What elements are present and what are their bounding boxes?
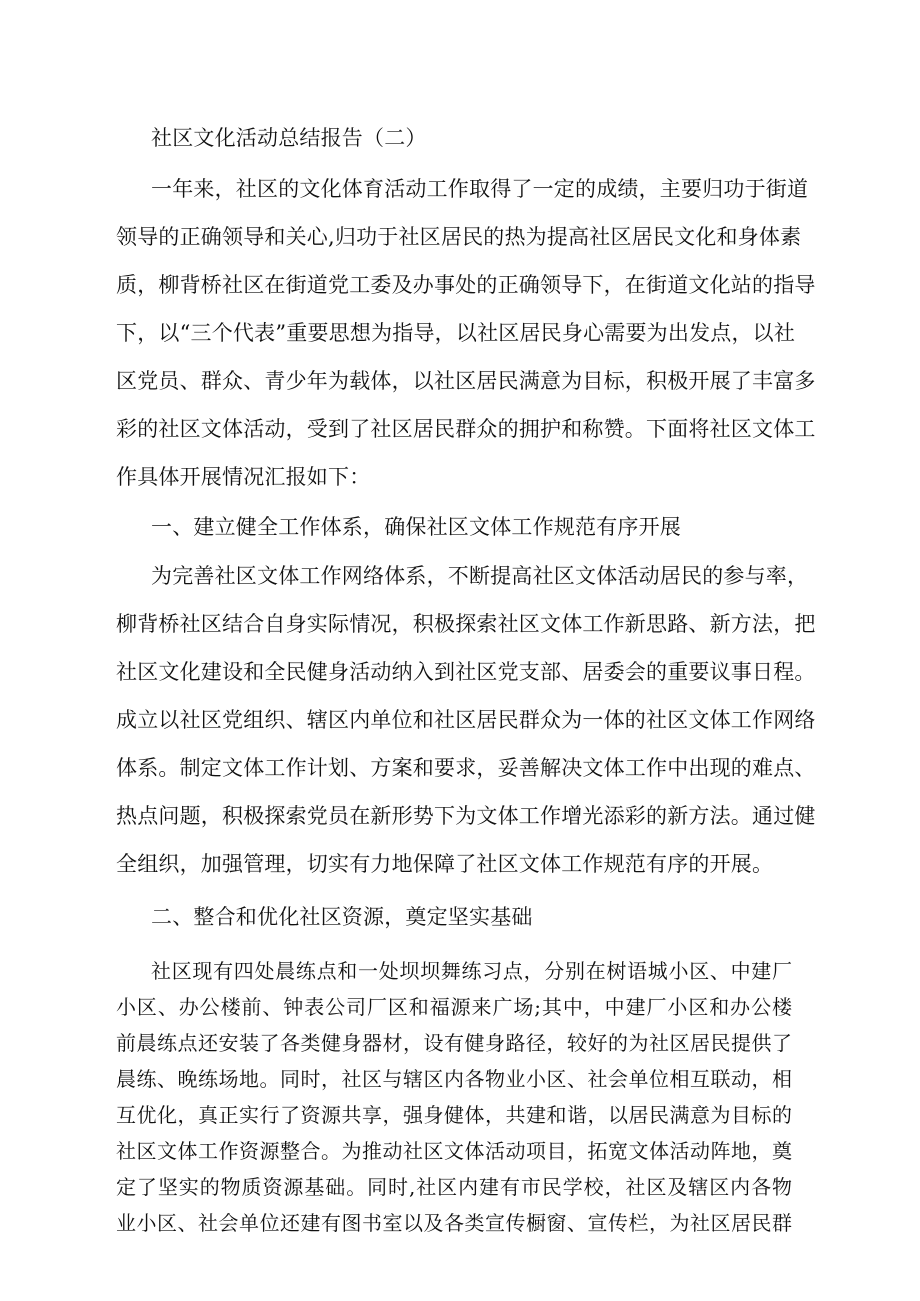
paragraph-line: 下，以“三个代表”重要思想为指导，以社区居民身心需要为出发点，以社 (116, 321, 796, 345)
paragraph-line: 定了坚实的物质资源基础。同时,社区内建有市民学校，社区及辖区内各物 (116, 1175, 792, 1199)
paragraph-line: 互优化，真正实行了资源共享，强身健体，共建和谐，以居民满意为目标的 (116, 1103, 792, 1127)
paragraph-line: 一年来，社区的文化体育活动工作取得了一定的成绩，主要归功于街道 (151, 177, 809, 201)
paragraph-line: 区党员、群众、青少年为载体，以社区居民满意为目标，积极开展了丰富多 (116, 369, 816, 393)
paragraph-line: 柳背桥社区结合自身实际情况，积极探索社区文体工作新思路、新方法，把 (116, 612, 816, 636)
paragraph-line: 晨练、晚练场地。同时，社区与辖区内各物业小区、社会单位相互联动，相 (116, 1067, 792, 1091)
paragraph-line: 前晨练点还安装了各类健身器材，设有健身路径，较好的为社区居民提供了 (116, 1031, 792, 1055)
paragraph-line: 体系。制定文体工作计划、方案和要求，妥善解决文体工作中出现的难点、 (116, 756, 816, 780)
paragraph-line: 成立以社区党组织、辖区内单位和社区居民群众为一体的社区文体工作网络 (116, 708, 816, 732)
paragraph-line: 社区现有四处晨练点和一处坝坝舞练习点，分别在树语城小区、中建厂 (151, 959, 792, 983)
paragraph-line: 彩的社区文体活动，受到了社区居民群众的拥护和称赞。下面将社区文体工 (116, 417, 816, 441)
paragraph-line: 热点问题，积极探索党员在新形势下为文体工作增光添彩的新方法。通过健 (116, 804, 816, 828)
paragraph-line: 质，柳背桥社区在街道党工委及办事处的正确领导下，在街道文化站的指导 (116, 273, 816, 297)
page-title: 社区文化活动总结报告（二） (151, 126, 427, 150)
section-heading: 二、整合和优化社区资源，奠定坚实基础 (151, 905, 533, 929)
paragraph-line: 为完善社区文体工作网络体系，不断提高社区文体活动居民的参与率， (151, 564, 809, 588)
paragraph-line: 社区文化建设和全民健身活动纳入到社区党支部、居委会的重要议事日程。 (116, 660, 816, 684)
paragraph-line: 小区、办公楼前、钟表公司厂区和福源来广场;其中，中建厂小区和办公楼 (116, 995, 792, 1019)
paragraph-line: 作具体开展情况汇报如下： (116, 465, 371, 489)
paragraph-line: 领导的正确领导和关心,归功于社区居民的热为提高社区居民文化和身体素 (116, 225, 802, 249)
paragraph-line: 业小区、社会单位还建有图书室以及各类宣传橱窗、宣传栏，为社区居民群 (116, 1211, 792, 1235)
section-heading: 一、建立健全工作体系，确保社区文体工作规范有序开展 (151, 515, 681, 539)
paragraph-line: 社区文体工作资源整合。为推动社区文体活动项目，拓宽文体活动阵地，奠 (116, 1139, 792, 1163)
paragraph-line: 全组织，加强管理，切实有力地保障了社区文体工作规范有序的开展。 (116, 852, 774, 876)
